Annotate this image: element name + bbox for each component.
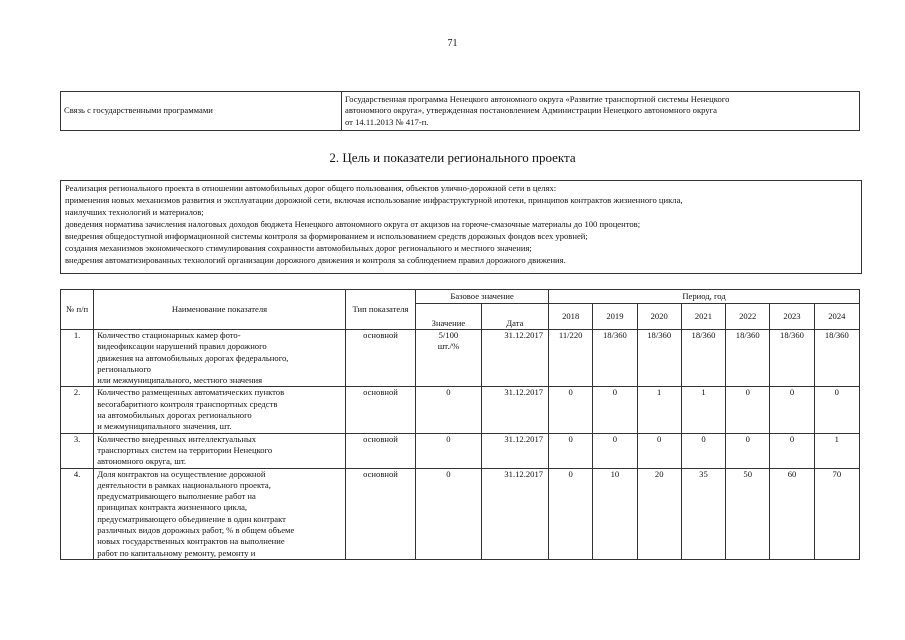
name-line: автономного округа, шт. <box>97 456 187 467</box>
year-value: 10 <box>593 468 637 559</box>
name-line: Количество размещенных автоматических пунктов <box>97 387 285 398</box>
name-line: различных видов дорожных работ, % в общем объеме <box>97 525 295 536</box>
header-period: Период, год <box>549 290 860 304</box>
year-value: 50 <box>726 468 770 559</box>
year-value: 20 <box>637 468 681 559</box>
name-line: принципах контракта жизненного цикла, <box>97 502 248 513</box>
name-line: транспортных систем на территории Ненецкого <box>97 444 273 455</box>
year-value: 70 <box>814 468 859 559</box>
row-num: 1. <box>61 330 94 387</box>
state-programs-value-line: Государственная программа Ненецкого автономного округа «Развитие транспортной системы Ненецкого <box>345 94 730 104</box>
year-value: 35 <box>681 468 725 559</box>
indicator-name <box>94 330 346 387</box>
header-year: 2023 <box>770 304 814 330</box>
name-line: Количество стационарных камер фото- <box>97 330 241 340</box>
indicator-type: основной <box>345 468 415 559</box>
state-programs-table <box>60 91 860 131</box>
header-year: 2019 <box>593 304 637 330</box>
year-value: 0 <box>770 387 814 433</box>
indicator-name <box>94 468 346 559</box>
year-value: 18/360 <box>681 330 725 387</box>
state-programs-label: Связь с государственными программами <box>61 92 342 131</box>
name-line: Количество внедренных интеллектуальных <box>97 433 257 444</box>
year-value: 18/360 <box>814 330 859 387</box>
year-value: 1 <box>637 387 681 433</box>
name-line: деятельности в рамках национального проекта, <box>97 479 271 490</box>
year-value: 0 <box>549 468 593 559</box>
year-value: 0 <box>593 433 637 468</box>
goal-line: применения новых механизмов развития и эксплуатации дорожной сети, включая использование инфраструктурной ипотеки, принципов контрактов жизненного цикла, <box>65 195 683 205</box>
state-programs-value-line: автономного округа», утвержденная постановлением Администрации Ненецкого автономного округа <box>345 105 717 116</box>
year-value: 18/360 <box>593 330 637 387</box>
name-line: и межмуниципального значения, шт. <box>97 421 232 432</box>
year-value: 18/360 <box>770 330 814 387</box>
indicator-type: основной <box>345 433 415 468</box>
base-date: 31.12.2017 <box>481 468 548 559</box>
header-base-value: Значение <box>416 304 481 330</box>
base-value: 0 <box>416 387 481 433</box>
year-value: 0 <box>681 433 725 468</box>
header-base-date: Дата <box>481 304 548 330</box>
year-value: 60 <box>770 468 814 559</box>
goal-line: внедрения общедоступной информационной системы контроля за формированием и использованием средств дорожных фондов всех уровней; <box>65 231 588 241</box>
name-line: новых государственных контрактов на выполнение <box>97 536 285 547</box>
indicator-name <box>94 387 346 433</box>
indicators-table <box>60 289 860 560</box>
base-date: 31.12.2017 <box>481 330 548 387</box>
goal-line: создания механизмов экономического стимулирования сохранности автомобильных дорог регионального и местного значения; <box>65 243 532 253</box>
year-value: 0 <box>549 433 593 468</box>
year-value: 0 <box>549 387 593 433</box>
section-title: 2. Цель и показатели регионального проекта <box>329 150 576 165</box>
year-value: 18/360 <box>637 330 681 387</box>
header-base: Базовое значение <box>416 290 549 304</box>
name-line: Доля контрактов на осуществление дорожной <box>97 468 266 479</box>
name-line: движения на автомобильных дорогах федерального, <box>97 352 289 363</box>
name-line: работ по капитальному ремонту, ремонту и <box>97 547 256 558</box>
goal-line: Реализация регионального проекта в отношении автомобильных дорог общего пользования, объектов улично-дорожной сети в целях: <box>65 183 557 193</box>
header-name: Наименование показателя <box>94 290 346 330</box>
state-programs-value <box>342 92 860 131</box>
header-num: № п/п <box>61 290 94 330</box>
table-row <box>61 330 860 387</box>
name-line: регионального <box>97 363 151 374</box>
indicator-name <box>94 433 346 468</box>
goal-line: доведения норматива зачисления налоговых доходов бюджета Ненецкого автономного округа от акцизов на горюче-смазочные материалы до 100 процентов; <box>65 219 641 229</box>
project-goal-box <box>60 180 862 274</box>
header-year: 2021 <box>681 304 725 330</box>
year-value: 11/220 <box>549 330 593 387</box>
year-value: 18/360 <box>726 330 770 387</box>
name-line: на автомобильных дорогах регионального <box>97 410 252 421</box>
table-row <box>61 387 860 433</box>
header-year: 2018 <box>549 304 593 330</box>
state-programs-value-line: от 14.11.2013 № 417-п. <box>345 116 429 127</box>
base-value: 0 <box>416 468 481 559</box>
indicator-type: основной <box>345 387 415 433</box>
year-value: 0 <box>637 433 681 468</box>
goal-line: наилучших технологий и материалов; <box>65 207 204 217</box>
year-value: 0 <box>726 433 770 468</box>
page-number: 71 <box>447 38 458 49</box>
name-line: предусматривающего выполнение работ на <box>97 491 256 502</box>
base-value-line: шт./% <box>437 341 460 352</box>
year-value: 0 <box>726 387 770 433</box>
base-value: 0 <box>416 433 481 468</box>
row-num: 4. <box>61 468 94 559</box>
row-num: 3. <box>61 433 94 468</box>
name-line: весогабаритного контроля транспортных средств <box>97 398 278 409</box>
name-line: предусматривающего объединение в один контракт <box>97 513 286 524</box>
header-year: 2022 <box>726 304 770 330</box>
year-value: 1 <box>814 433 859 468</box>
header-row <box>61 290 860 304</box>
table-row <box>61 433 860 468</box>
row-num: 2. <box>61 387 94 433</box>
year-value: 1 <box>681 387 725 433</box>
header-year: 2024 <box>814 304 859 330</box>
goal-line: внедрения автоматизированных технологий организации дорожного движения и контроля за соблюдением правил дорожного движения. <box>65 255 566 265</box>
header-year: 2020 <box>637 304 681 330</box>
base-value <box>416 330 481 387</box>
year-value: 0 <box>593 387 637 433</box>
base-date: 31.12.2017 <box>481 387 548 433</box>
base-date: 31.12.2017 <box>481 433 548 468</box>
year-value: 0 <box>814 387 859 433</box>
indicator-type: основной <box>345 330 415 387</box>
table-row <box>61 468 860 559</box>
header-type: Тип показателя <box>345 290 415 330</box>
base-value-line: 5/100 <box>438 330 459 340</box>
name-line: видеофиксации нарушений правил дорожного <box>97 341 267 352</box>
year-value: 0 <box>770 433 814 468</box>
state-programs-row <box>61 92 860 131</box>
name-line: или межмуниципального, местного значения <box>97 375 263 386</box>
